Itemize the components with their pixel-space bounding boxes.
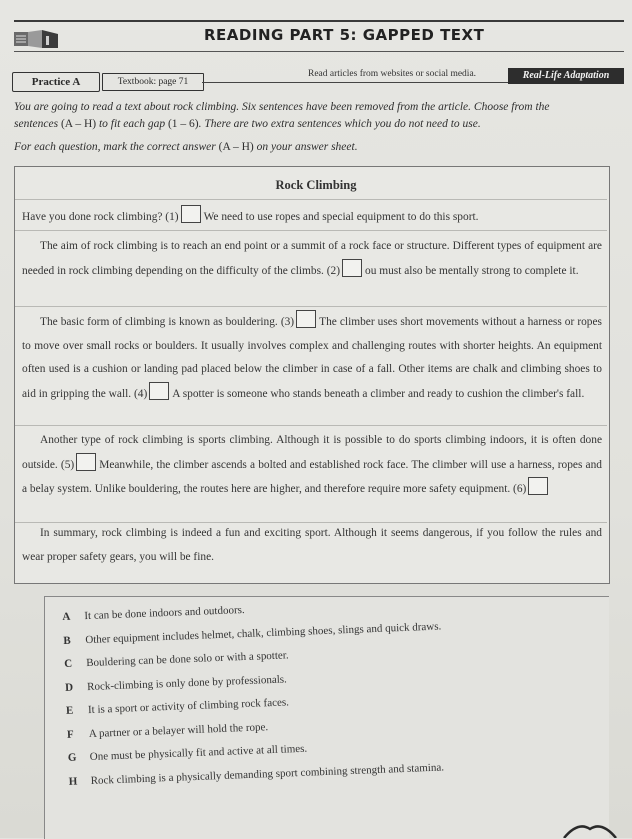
gap-3-box[interactable] bbox=[296, 310, 316, 328]
divider bbox=[15, 230, 607, 231]
instructions-text: on your answer sheet. bbox=[253, 141, 358, 153]
instructions-line-3 bbox=[14, 139, 624, 156]
paragraph-5 bbox=[22, 522, 602, 569]
option-letter: B bbox=[63, 634, 71, 647]
paragraph-1 bbox=[22, 205, 602, 230]
option-letter: H bbox=[68, 775, 78, 788]
header-bottom-rule bbox=[14, 51, 624, 52]
corner-ornament-icon bbox=[560, 815, 620, 838]
paragraph-text: ou must also be mentally strong to complete it. bbox=[365, 264, 579, 277]
paragraph-text: We need to use ropes and special equipment to do this sport. bbox=[203, 211, 479, 223]
article-title: Rock Climbing bbox=[275, 178, 357, 192]
option-text: A partner or a belayer will hold the rope. bbox=[88, 720, 269, 740]
divider bbox=[15, 425, 607, 426]
instructions-text: You are going to read a text about rock climbing. Six sentences have been removed from the article. Choose from the bbox=[14, 101, 550, 113]
instructions-text: For each question, mark the correct answer bbox=[14, 141, 219, 153]
gap-6-box[interactable] bbox=[528, 477, 548, 495]
option-range: (A – H) bbox=[218, 141, 254, 153]
source-note: Read articles from websites or social media. bbox=[308, 69, 477, 79]
option-text: It is a sport or activity of climbing rock faces. bbox=[87, 696, 290, 717]
option-text: Other equipment includes helmet, chalk, climbing shoes, slings and quick draws. bbox=[85, 619, 442, 646]
paragraph-text: Have you done rock climbing? (1) bbox=[22, 211, 179, 223]
option-range: (A – H) bbox=[60, 118, 97, 130]
paragraph-3 bbox=[22, 310, 602, 406]
option-letter: A bbox=[62, 610, 71, 623]
option-letter: G bbox=[67, 751, 77, 764]
paragraph-4 bbox=[22, 429, 602, 502]
divider bbox=[15, 306, 607, 307]
book-icon bbox=[12, 28, 62, 50]
option-letter: F bbox=[66, 728, 74, 741]
option-text: Bouldering can be done solo or with a spotter. bbox=[85, 649, 289, 670]
tab-rule bbox=[202, 82, 510, 83]
options-list bbox=[62, 586, 589, 794]
paragraph-text: Meanwhile, the climber ascends a bolted and established rock face. The climber will use a harness, ropes and a belay system. Unlike bouldering, the routes here are higher, and therefore require more safety equipment. (6) bbox=[22, 458, 602, 495]
gap-range: (1 – 6) bbox=[167, 118, 199, 130]
option-letter: E bbox=[65, 704, 74, 717]
gap-2-box[interactable] bbox=[342, 259, 362, 277]
option-text: Rock climbing is a physically demanding sport combining strength and stamina. bbox=[90, 760, 445, 787]
option-text: One must be physically fit and active at all times. bbox=[89, 742, 308, 764]
paragraph-text: The aim of rock climbing is to reach an end point or a summit of a rock face or structure. Different types of equipment are needed in rock climbing depending on the difficulty of the climbs. (2) bbox=[22, 240, 602, 277]
option-text: It can be done indoors and outdoors. bbox=[84, 603, 245, 623]
instructions-text: to fit each gap bbox=[96, 118, 168, 130]
paragraph-text: The climber uses short movements without a harness or ropes to move over small rocks or boulders. It usually involves complex and challenging routes with shorter heights. An equipment often used is a cushion or landing pad placed below the climber in case of a fall. Other items are chalk and climbing shoes to aid in gripping the wall. (4) bbox=[22, 316, 602, 400]
gap-5-box[interactable] bbox=[76, 453, 96, 471]
textbook-reference: Textbook: page 71 bbox=[102, 73, 204, 91]
divider bbox=[15, 199, 607, 200]
paragraph-2 bbox=[22, 235, 602, 283]
instructions-line-1 bbox=[14, 99, 624, 116]
gap-1-box[interactable] bbox=[181, 205, 201, 223]
instructions-text: sentences bbox=[14, 118, 61, 130]
gap-4-box[interactable] bbox=[149, 382, 169, 400]
paragraph-text: In summary, rock climbing is indeed a fun and exciting sport. Although it seems dangerous, if you follow the rules and wear proper safety gears, you will be fine. bbox=[22, 527, 602, 563]
real-life-adaptation-badge: Real-Life Adaptation bbox=[508, 68, 624, 84]
instructions-text: . There are two extra sentences which you do not need to use. bbox=[198, 118, 481, 130]
header-top-rule bbox=[14, 20, 624, 22]
paragraph-text: The basic form of climbing is known as bouldering. (3) bbox=[40, 316, 295, 328]
option-letter: D bbox=[64, 681, 74, 694]
practice-tab: Practice A bbox=[12, 72, 100, 92]
instructions-line-2 bbox=[14, 116, 624, 133]
paragraph-text: Another type of rock climbing is sports climbing. Although it is possible to do sports climbing indoors, it is often done outside. (5) bbox=[22, 434, 602, 471]
paragraph-text: A spotter is someone who stands beneath a climber and ready to cushion the climber's fall. bbox=[172, 387, 585, 400]
option-letter: C bbox=[63, 657, 73, 670]
page-title: READING PART 5: GAPPED TEXT bbox=[204, 26, 485, 44]
option-text: Rock-climbing is only done by professionals. bbox=[86, 672, 288, 693]
